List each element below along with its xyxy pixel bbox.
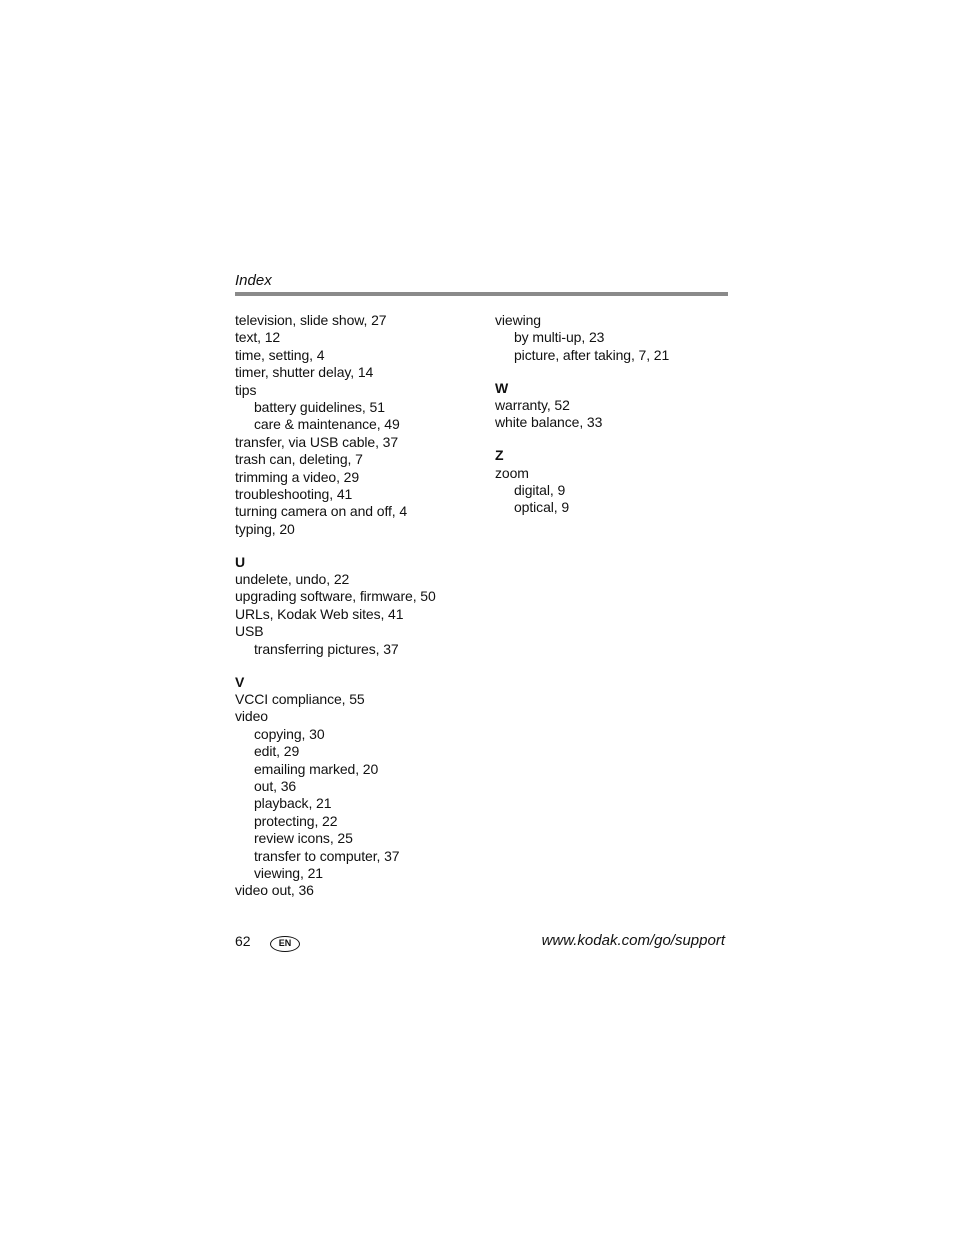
index-subentry: digital, 9 [514, 482, 566, 499]
index-entry: timer, shutter delay, 14 [235, 364, 374, 381]
index-subentry: transferring pictures, 37 [254, 640, 399, 657]
index-subentry: battery guidelines, 51 [254, 399, 385, 416]
header-divider [235, 292, 728, 296]
index-subentry: emailing marked, 20 [254, 760, 379, 777]
index-subentry: transfer to computer, 37 [254, 847, 400, 864]
index-letter-heading: Z [495, 447, 504, 464]
index-entry: zoom [495, 464, 529, 481]
index-entry: troubleshooting, 41 [235, 486, 353, 503]
index-entry: video out, 36 [235, 882, 314, 899]
index-subentry: out, 36 [254, 777, 297, 794]
index-entry: transfer, via USB cable, 37 [235, 433, 399, 450]
index-letter-heading: W [495, 379, 509, 396]
running-header-title: Index [235, 272, 272, 289]
index-entry: URLs, Kodak Web sites, 41 [235, 605, 404, 622]
index-entry: USB [235, 623, 264, 640]
index-entry: tips [235, 381, 257, 398]
index-entry: viewing [495, 312, 541, 328]
index-entry: text, 12 [235, 329, 281, 346]
index-entry: video [235, 708, 268, 725]
index-subentry: review icons, 25 [254, 830, 353, 847]
index-entry: trimming a video, 29 [235, 468, 360, 485]
index-subentry: picture, after taking, 7, 21 [514, 346, 670, 363]
index-column-left [235, 312, 485, 900]
index-letter-heading: U [235, 553, 246, 570]
index-subentry: copying, 30 [254, 725, 325, 742]
support-url: www.kodak.com/go/support [541, 932, 725, 949]
index-entry: television, slide show, 27 [235, 312, 387, 328]
index-entry: trash can, deleting, 7 [235, 451, 363, 468]
index-entry: undelete, undo, 22 [235, 571, 350, 588]
index-subentry: care & maintenance, 49 [254, 416, 400, 433]
index-entry: turning camera on and off, 4 [235, 503, 408, 520]
index-entry: typing, 20 [235, 520, 295, 537]
index-subentry: playback, 21 [254, 795, 332, 812]
index-entry: upgrading software, firmware, 50 [235, 588, 436, 605]
index-entry: time, setting, 4 [235, 346, 325, 363]
index-subentry: by multi-up, 23 [514, 329, 605, 346]
index-letter-heading: V [235, 673, 245, 690]
index-column-right [495, 312, 735, 517]
index-subentry: edit, 29 [254, 743, 300, 760]
page-number: 62 [235, 933, 251, 949]
index-entry: white balance, 33 [495, 414, 603, 431]
language-badge-icon: EN [270, 936, 300, 952]
index-entry: VCCI compliance, 55 [235, 690, 365, 707]
index-subentry: viewing, 21 [254, 864, 323, 881]
index-subentry: optical, 9 [514, 499, 570, 516]
index-subentry: protecting, 22 [254, 812, 338, 829]
index-entry: warranty, 52 [495, 397, 570, 414]
